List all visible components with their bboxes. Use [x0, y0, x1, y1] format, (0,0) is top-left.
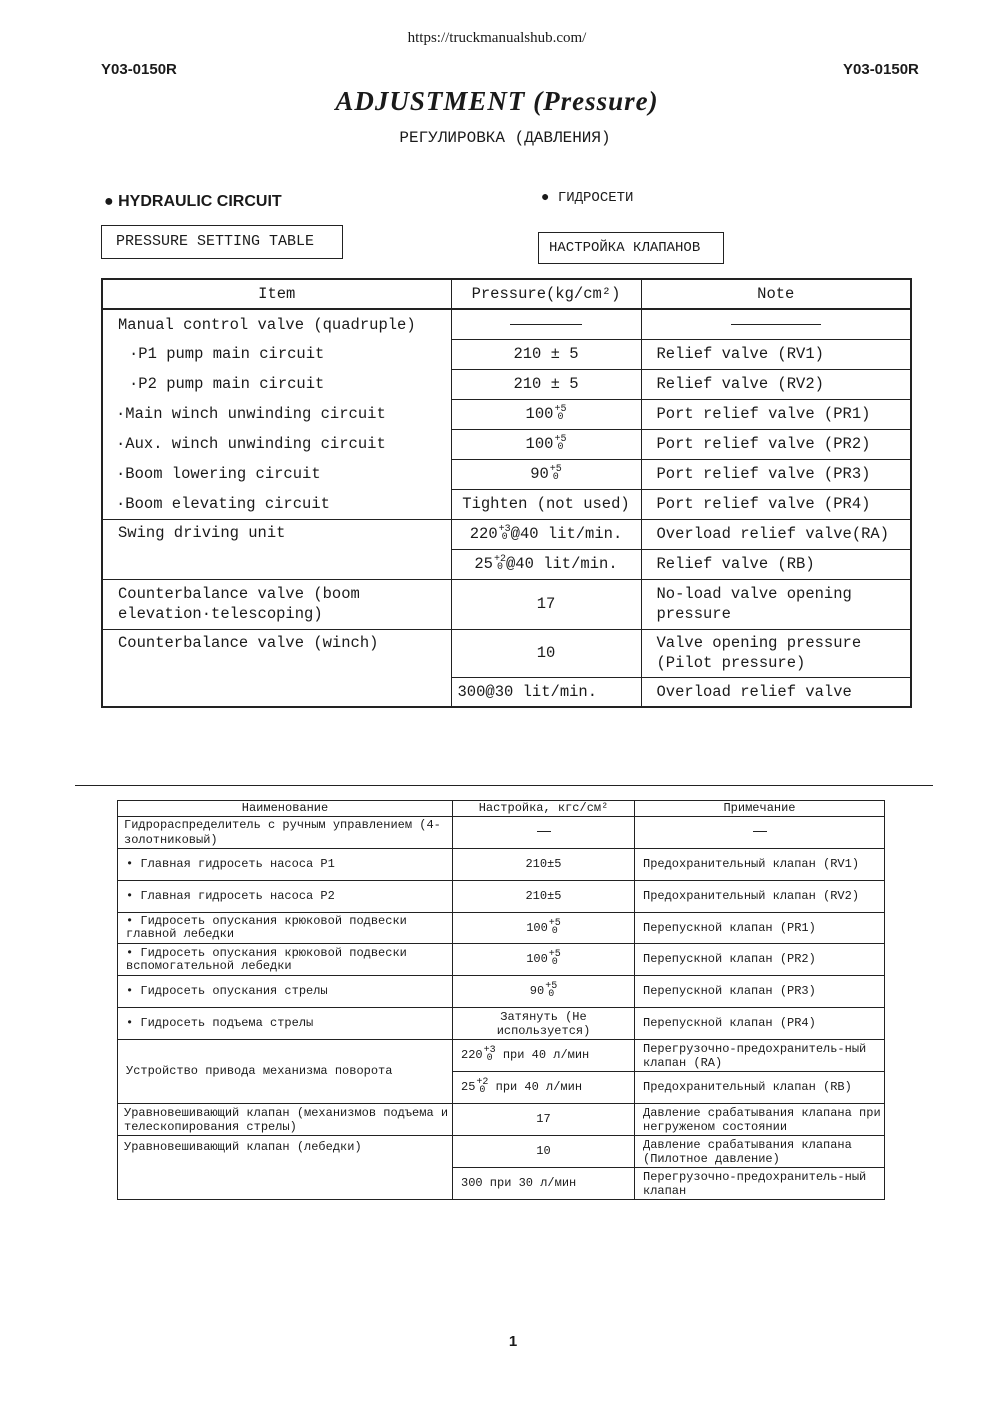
cell-item: Гидрораспределитель с ручным управлением (4-золотниковый) [118, 817, 453, 849]
table-row [118, 1104, 885, 1136]
column-header-item: Item [102, 279, 451, 309]
table-row [102, 369, 911, 399]
cell-pressure [453, 913, 635, 944]
doc-code-left: Y03-0150R [101, 61, 177, 78]
cell-item: • Главная гидросеть насоса P2 [118, 881, 453, 913]
table-row [118, 849, 885, 881]
cell-pressure [453, 1040, 635, 1072]
cell-item: Counterbalance valve (winch) [102, 629, 451, 707]
cell-item: ·Aux. winch unwinding circuit [102, 429, 451, 459]
section-heading-en: ● HYDRAULIC CIRCUIT [104, 193, 282, 210]
cell-item: Counterbalance valve (boom elevation·telescoping) [102, 579, 451, 629]
cell-pressure: 17 [451, 579, 641, 629]
tolerance: +5 0 [548, 917, 561, 937]
cell-note: Перепускной клапан (PR3) [635, 976, 885, 1008]
cell-pressure: 210±5 [453, 881, 635, 913]
cell-item: ·P1 pump main circuit [102, 339, 451, 369]
table-row [102, 519, 911, 549]
pressure-value: 25 [474, 555, 493, 573]
cell-pressure [451, 519, 641, 549]
table-row [118, 817, 885, 849]
pressure-flow: при 40 л/мин [495, 1080, 583, 1095]
cell-note: Valve opening pressure (Pilot pressure) [641, 629, 911, 677]
cell-note: No-load valve opening pressure [641, 579, 911, 629]
pressure-table-caption-ru: НАСТРОЙКА КЛАПАНОВ [538, 232, 724, 264]
cell-note: Перепускной клапан (PR2) [635, 944, 885, 976]
cell-item: • Гидросеть опускания крюковой подвески главной лебедки [118, 913, 453, 944]
cell-note: Предохранительный клапан (RV1) [635, 849, 885, 881]
cell-note: Relief valve (RV1) [641, 339, 911, 369]
page-subtitle-ru: РЕГУЛИРОВКА (ДАВЛЕНИЯ) [399, 129, 611, 147]
table-row [102, 579, 911, 629]
cell-pressure [453, 1072, 635, 1104]
tolerance: +2 0 [476, 1077, 489, 1097]
cell-item: ·Main winch unwinding circuit [102, 399, 451, 429]
cell-item: • Главная гидросеть насоса P1 [118, 849, 453, 881]
source-url: https://truckmanualshub.com/ [407, 30, 587, 46]
table-row [118, 976, 885, 1008]
tolerance: +5 0 [549, 463, 562, 483]
cell-note: Overload relief valve(RA) [641, 519, 911, 549]
tolerance: +2 0 [493, 553, 506, 573]
table-row [102, 489, 911, 519]
table-row [102, 399, 911, 429]
pressure-setting-table-ru [117, 800, 885, 1200]
pressure-flow: @40 lit/min. [506, 555, 618, 573]
cell-item: Уравновешивающий клапан (лебедки) [118, 1136, 453, 1200]
cell-pressure: 300 при 30 л/мин [453, 1168, 635, 1200]
cell-item: Manual control valve (quadruple) [102, 309, 451, 339]
cell-note: Port relief valve (PR1) [641, 399, 911, 429]
section-heading-en-text: HYDRAULIC CIRCUIT [118, 193, 282, 210]
tolerance: +3 0 [498, 523, 511, 543]
table-row [102, 429, 911, 459]
cell-pressure: 300@30 lit/min. [451, 677, 641, 707]
cell-note: Port relief valve (PR3) [641, 459, 911, 489]
pressure-value: 90 [529, 984, 545, 999]
cell-note: Перепускной клапан (PR4) [635, 1008, 885, 1040]
cell-note: Перегрузочно-предохранитель-ный клапан (RA) [635, 1040, 885, 1072]
cell-item: • Гидросеть опускания крюковой подвески вспомогательной лебедки [118, 944, 453, 976]
cell-note-blank [635, 817, 885, 849]
cell-note-blank [641, 309, 911, 339]
cell-note: Overload relief valve [641, 677, 911, 707]
column-header-item-ru: Наименование [118, 801, 453, 817]
cell-pressure: 210±5 [453, 849, 635, 881]
table-row [118, 944, 885, 976]
pressure-setting-table-en [101, 278, 912, 708]
column-header-pressure-ru: Настройка, кгс/см² [453, 801, 635, 817]
tolerance: +3 0 [483, 1045, 496, 1065]
cell-pressure: 210 ± 5 [451, 369, 641, 399]
column-header-note-ru: Примечание [635, 801, 885, 817]
pressure-value: 100 [526, 921, 548, 936]
cell-pressure [451, 399, 641, 429]
pressure-value: 220 [469, 525, 498, 543]
cell-item: Устройство привода механизма поворота [118, 1040, 453, 1104]
tolerance: +5 0 [548, 949, 561, 969]
cell-pressure: Затянуть (Не используется) [453, 1008, 635, 1040]
cell-note: Relief valve (RV2) [641, 369, 911, 399]
tolerance: +5 0 [554, 403, 567, 423]
cell-note: Port relief valve (PR4) [641, 489, 911, 519]
page-number: 1 [508, 1333, 518, 1350]
cell-note: Перепускной клапан (PR1) [635, 913, 885, 944]
cell-pressure: 210 ± 5 [451, 339, 641, 369]
cell-item: • Гидросеть опускания стрелы [118, 976, 453, 1008]
pressure-flow: при 40 л/мин [502, 1048, 590, 1063]
tolerance: +5 0 [554, 433, 567, 453]
column-header-pressure: Pressure(kg/cm²) [451, 279, 641, 309]
cell-pressure-blank [451, 309, 641, 339]
cell-pressure: 10 [451, 629, 641, 677]
cell-pressure: 17 [453, 1104, 635, 1136]
cell-note: Давление срабатывания клапана (Пилотное давление) [635, 1136, 885, 1168]
cell-item: Уравновешивающий клапан (механизмов подъема и телескопирования стрелы) [118, 1104, 453, 1136]
cell-item: ·Boom elevating circuit [102, 489, 451, 519]
cell-item: ·Boom lowering circuit [102, 459, 451, 489]
cell-note: Предохранительный клапан (RB) [635, 1072, 885, 1104]
pressure-value: 100 [526, 952, 548, 967]
section-divider [75, 785, 933, 786]
cell-item: • Гидросеть подъема стрелы [118, 1008, 453, 1040]
table-row [102, 629, 911, 677]
pressure-value: 100 [525, 405, 554, 423]
cell-pressure [453, 976, 635, 1008]
table-row [102, 309, 911, 339]
cell-pressure [451, 459, 641, 489]
pressure-table-caption-en: PRESSURE SETTING TABLE [101, 225, 343, 259]
cell-pressure [451, 549, 641, 579]
table-row [102, 339, 911, 369]
cell-pressure: Tighten (not used) [451, 489, 641, 519]
pressure-value: 220 [461, 1048, 483, 1063]
table-row [118, 881, 885, 913]
pressure-value: 100 [525, 435, 554, 453]
section-heading-ru: ● ГИДРОСЕТИ [541, 190, 634, 206]
cell-pressure-blank [453, 817, 635, 849]
pressure-value: 25 [461, 1080, 476, 1095]
cell-note: Перегрузочно-предохранитель-ный клапан [635, 1168, 885, 1200]
cell-item: Swing driving unit [102, 519, 451, 579]
cell-note: Давление срабатывания клапана при негруженом состоянии [635, 1104, 885, 1136]
cell-note: Port relief valve (PR2) [641, 429, 911, 459]
cell-pressure [453, 944, 635, 976]
table-row [118, 1136, 885, 1168]
cell-pressure [451, 429, 641, 459]
cell-note: Relief valve (RB) [641, 549, 911, 579]
pressure-flow: @40 lit/min. [510, 525, 623, 543]
cell-note: Предохранительный клапан (RV2) [635, 881, 885, 913]
column-header-note: Note [641, 279, 911, 309]
pressure-value: 90 [530, 465, 549, 483]
section-heading-ru-text: ГИДРОСЕТИ [557, 190, 634, 206]
table-row [118, 913, 885, 944]
tolerance: +5 0 [545, 981, 558, 1001]
table-row [118, 1040, 885, 1072]
page-title: ADJUSTMENT (Pressure) [335, 86, 659, 116]
table-row [118, 1008, 885, 1040]
doc-code-right: Y03-0150R [843, 61, 919, 78]
cell-item: ·P2 pump main circuit [102, 369, 451, 399]
cell-pressure: 10 [453, 1136, 635, 1168]
table-row [102, 459, 911, 489]
